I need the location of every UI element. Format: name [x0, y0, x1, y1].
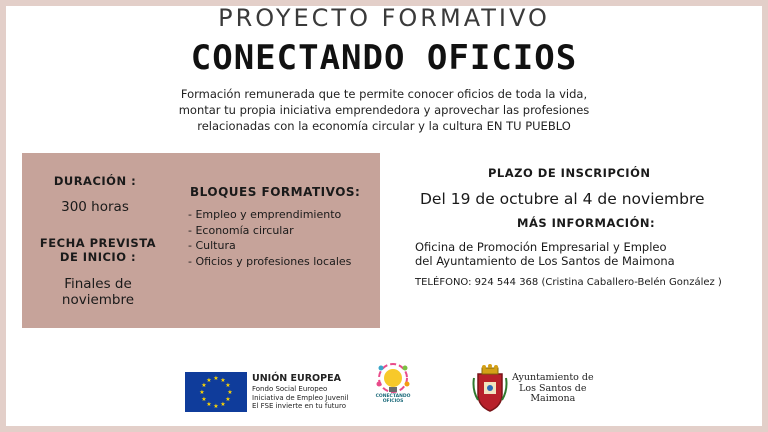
svg-text:★: ★: [201, 382, 207, 389]
duration-label: DURACIÓN :: [53, 174, 137, 188]
municipality-line: Los Santos de: [519, 382, 587, 394]
blocks-title: BLOQUES FORMATIVOS:: [190, 185, 361, 199]
svg-text:★: ★: [206, 401, 212, 408]
list-item: - Cultura: [188, 239, 236, 253]
eu-line: Iniciativa de Empleo Juvenil: [252, 393, 349, 402]
blocks-list: [188, 207, 351, 270]
more-info-label: MÁS INFORMACIÓN:: [517, 216, 656, 230]
project-logo-line: CONECTANDO: [375, 394, 411, 399]
eu-text: [252, 373, 349, 411]
svg-text:★: ★: [201, 396, 207, 403]
office-line: Oficina de Promoción Empresarial y Empleo: [415, 240, 667, 254]
project-logo-icon: [370, 360, 416, 418]
eu-line: Fondo Social Europeo: [252, 385, 328, 393]
eu-title: UNIÓN EUROPEA: [252, 373, 341, 384]
intro-line: relacionadas con la economía circular y la cultura EN TU PUEBLO: [197, 119, 571, 133]
project-kicker: PROYECTO FORMATIVO: [218, 4, 550, 32]
project-logo-text: [370, 394, 416, 404]
svg-text:★: ★: [213, 375, 219, 382]
deadline-value: Del 19 de octubre al 4 de noviembre: [420, 190, 705, 208]
svg-text:★: ★: [206, 377, 212, 384]
list-item: - Oficios y profesiones locales: [188, 255, 352, 269]
project-title: CONECTANDO OFICIOS: [190, 38, 578, 78]
start-date-value-2: noviembre: [61, 292, 135, 308]
municipality-line: Ayuntamiento de: [512, 372, 594, 383]
svg-text:★: ★: [225, 382, 231, 389]
start-date-label-2: DE INICIO :: [59, 250, 137, 264]
phone-text: TELÉFONO: 924 544 368 (Cristina Caballero-Belén González ): [415, 277, 722, 288]
office-address: [415, 241, 675, 268]
list-item: - Empleo y emprendimiento: [188, 208, 342, 221]
intro-text: [120, 86, 648, 134]
svg-text:★: ★: [225, 396, 231, 403]
svg-text:★: ★: [220, 401, 226, 408]
start-date-label: FECHA PREVISTA: [39, 236, 157, 250]
intro-line: montar tu propia iniciativa emprendedora y aprovechar las profesiones: [178, 103, 590, 117]
intro-line: Formación remunerada que te permite conocer oficios de toda la vida,: [180, 87, 588, 101]
svg-text:★: ★: [227, 389, 233, 396]
eu-stars-icon: [185, 372, 247, 412]
svg-text:★: ★: [220, 377, 226, 384]
duration-value: 300 horas: [61, 199, 129, 215]
municipal-crest-icon: [470, 364, 510, 414]
svg-text:★: ★: [213, 403, 219, 410]
svg-text:★: ★: [199, 389, 205, 396]
eu-line: El FSE invierte en tu futuro: [252, 402, 346, 410]
eu-flag-logo: [185, 372, 247, 412]
start-date-value: Finales de: [64, 276, 132, 292]
deadline-label: PLAZO DE INSCRIPCIÓN: [488, 166, 651, 180]
office-line: del Ayuntamiento de Los Santos de Maimona: [415, 253, 675, 268]
municipality-name: [512, 373, 594, 405]
municipality-line: Maimona: [530, 393, 576, 404]
project-logo-line: OFICIOS: [382, 399, 404, 404]
list-item: - Economía circular: [188, 223, 294, 237]
